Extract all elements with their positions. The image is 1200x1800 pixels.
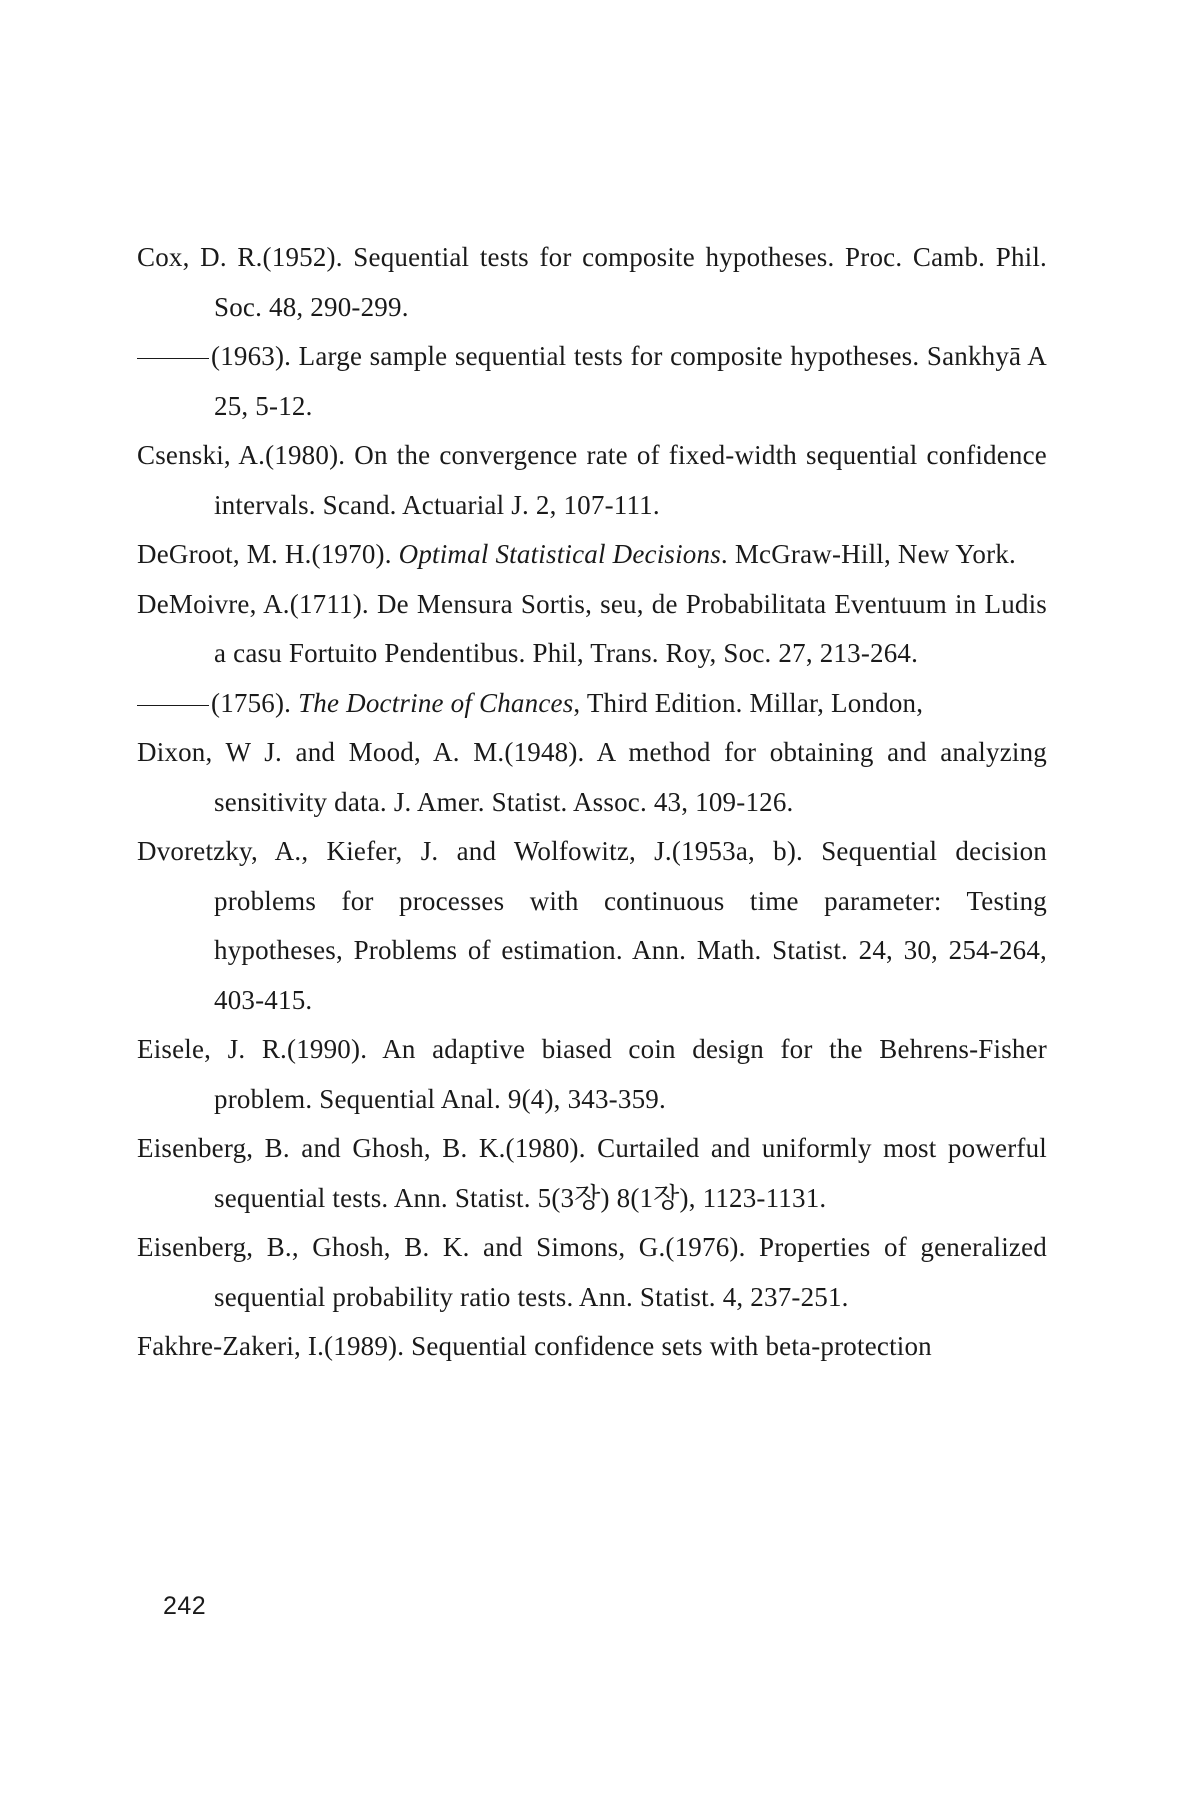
reference-entry — [137, 233, 1047, 332]
ref-text-before: Eisenberg, B., Ghosh, B. K. and Simons, G.(1976). Properties of generalized sequential probability ratio tests. Ann. Statist. 4, 237-251. — [137, 1232, 1047, 1312]
reference-entry — [137, 827, 1047, 1025]
ref-text-before: (1756). — [211, 687, 299, 718]
reference-entry — [137, 1025, 1047, 1124]
reference-entry — [137, 1124, 1047, 1223]
page-number: 242 — [163, 1592, 207, 1620]
reference-entry — [137, 332, 1047, 431]
ref-text-before: Eisenberg, B. and Ghosh, B. K.(1980). Curtailed and uniformly most powerful sequential tests. Ann. Statist. 5(3장) 8(1장), 1123-1131. — [137, 1133, 1047, 1213]
reference-entry — [137, 728, 1047, 827]
reference-entry — [137, 1322, 1047, 1372]
ref-text-before: Cox, D. R.(1952). Sequential tests for composite hypotheses. Proc. Camb. Phil. Soc. 48, 290-299. — [137, 242, 1047, 322]
reference-entry — [137, 580, 1047, 679]
reference-entry — [137, 1223, 1047, 1322]
ditto-dash — [137, 358, 209, 359]
ref-text-before: DeGroot, M. H.(1970). — [137, 539, 399, 569]
ref-text-after: . McGraw-Hill, New York. — [720, 539, 1016, 569]
ref-text-before: Dixon, W J. and Mood, A. M.(1948). A method for obtaining and analyzing sensitivity data. J. Amer. Statist. Assoc. 43, 109-126. — [137, 737, 1047, 817]
reference-entry — [137, 679, 1047, 729]
reference-entry — [137, 431, 1047, 530]
ref-text-before: DeMoivre, A.(1711). De Mensura Sortis, seu, de Probabilitata Eventuum in Ludis a casu Fortuito Pendentibus. Phil, Trans. Roy, Soc. 27, 213-264. — [137, 588, 1047, 668]
ref-text-before: Eisele, J. R.(1990). An adaptive biased coin design for the Behrens-Fisher problem. Sequential Anal. 9(4), 343-359. — [137, 1034, 1047, 1114]
ref-title-italic: The Doctrine of Chances — [298, 687, 574, 718]
ref-title-italic: Optimal Statistical Decisions — [398, 539, 721, 569]
ref-text-before: Dvoretzky, A., Kiefer, J. and Wolfowitz, J.(1953a, b). Sequential decision problems for processes with continuous time parameter: Testing hypotheses, Problems of estimation. Ann. Math. Statist. 24, 30, 254-264, 403-415. — [137, 836, 1047, 1015]
reference-list — [137, 233, 1047, 1372]
ref-text-after: , Third Edition. Millar, London, — [573, 687, 924, 718]
ref-text-before: Fakhre-Zakeri, I.(1989). Sequential confidence sets with beta-protection — [137, 1331, 932, 1361]
ref-text-before: (1963). Large sample sequential tests for composite hypotheses. Sankhyā A 25, 5-12. — [211, 341, 1047, 421]
ditto-dash — [137, 705, 209, 706]
ref-text-before: Csenski, A.(1980). On the convergence rate of fixed-width sequential confidence intervals. Scand. Actuarial J. 2, 107-111. — [137, 440, 1047, 520]
reference-entry — [137, 530, 1047, 580]
